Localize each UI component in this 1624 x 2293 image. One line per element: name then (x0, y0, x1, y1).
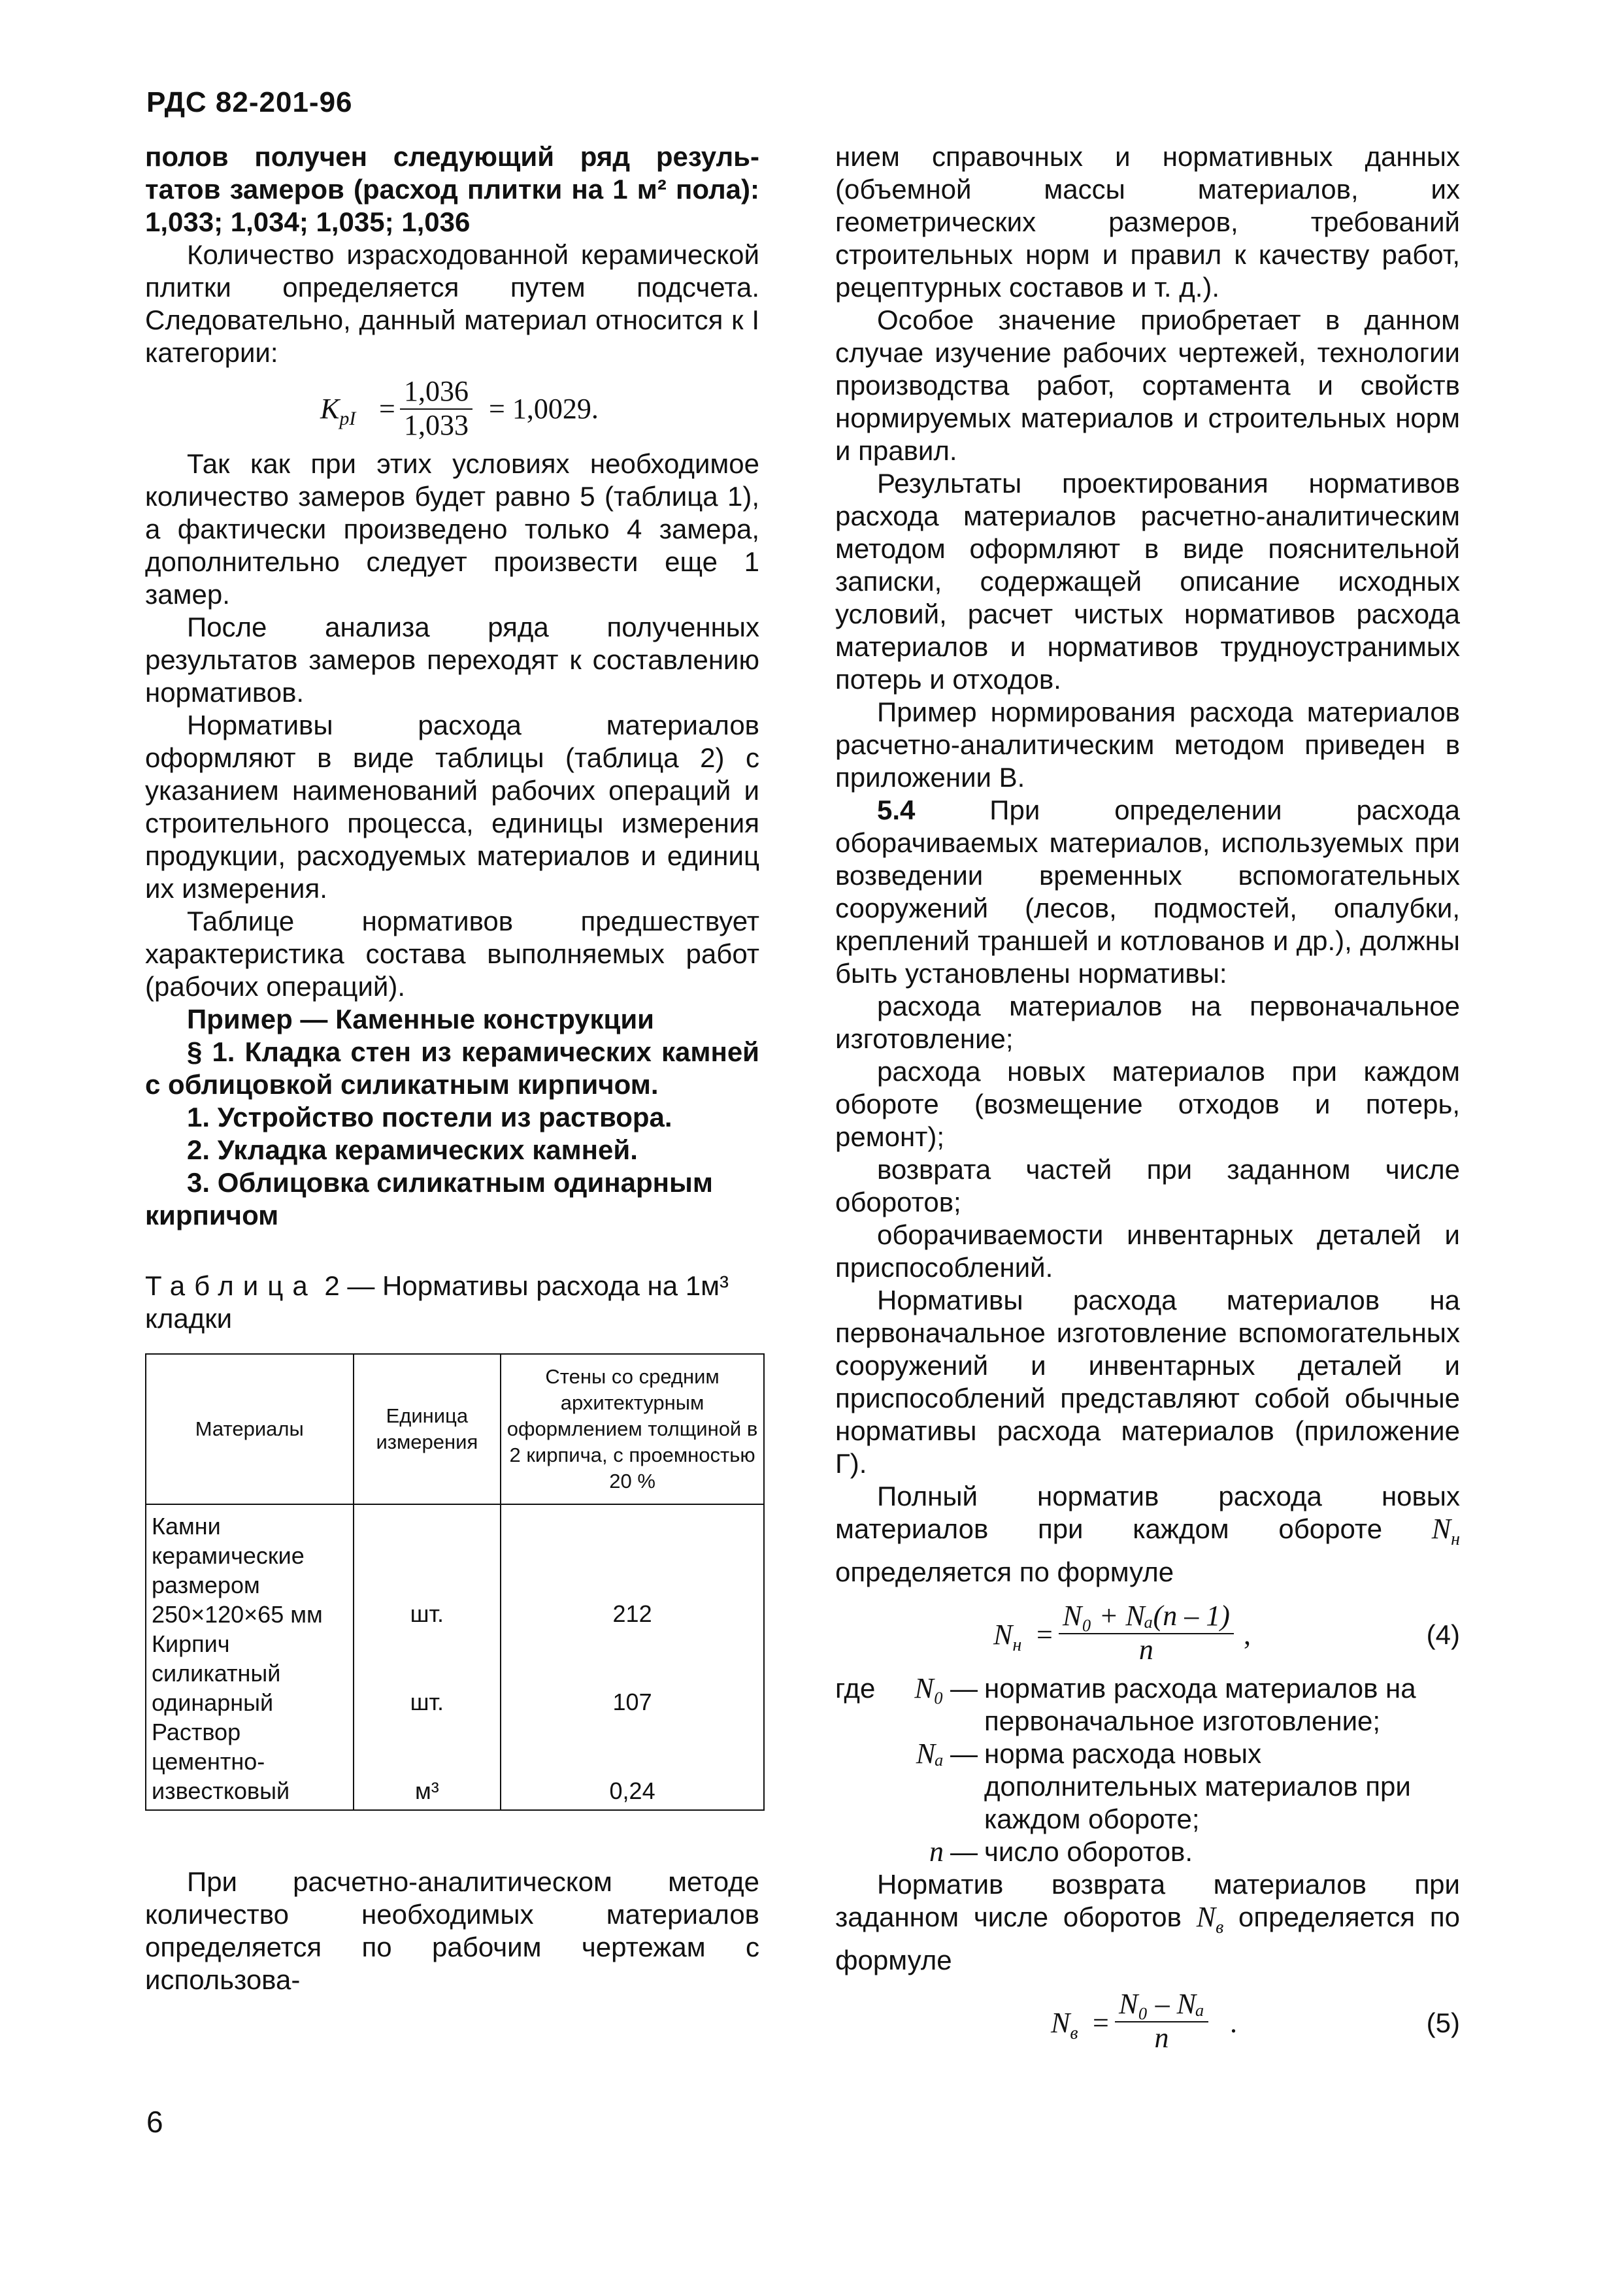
legend-text: число оборотов. (984, 1836, 1193, 1867)
measurement-count-paragraph: Так как при этих условиях необходимое количество замеров будет равно 5 (таблица 1), а фактически произведено только 4 замера, дополнительно следует произвести еще 1 замер. (145, 448, 759, 610)
table-row (146, 1717, 764, 1810)
table-caption-text: 2 — Нормативы расхода на 1м³ кладки (145, 1270, 729, 1334)
legend-dash: — (950, 1738, 978, 1769)
table-row (146, 1504, 764, 1629)
formula-kp1-eq: = (379, 393, 395, 425)
return-norm-text-end: определяется по формуле (835, 1901, 1460, 1975)
table-caption (145, 1270, 759, 1335)
calc-method-paragraph: При расчетно-аналитическом методе количество необходимых материалов определяется по рабочим чертежам с использова- (145, 1866, 759, 1995)
legend-dash: — (950, 1836, 978, 1867)
legend-symbol: Nₐ (916, 1737, 944, 1770)
formula-5-eq: = (1093, 2006, 1109, 2039)
norms-format-paragraph: Нормативы расхода материалов оформляют в виде таблицы (таблица 2) с указанием наименований рабочих операций и строительного процесса, единицы измерения продукции, расходуемых материалов и единиц их измерения. (145, 710, 759, 904)
example-step-2: 2. Укладка керамических камней. (187, 1134, 638, 1165)
formula-kp1-fraction (400, 376, 472, 441)
table-header-cell: Стены со средним архитектурным оформлением толщиной в 2 кирпича, с проемностью 20 % (501, 1354, 764, 1504)
left-column (145, 140, 759, 1996)
table-cell-material: Кирпич силикатный одинарный (146, 1629, 354, 1717)
formula-5-number: (5) (1426, 2007, 1460, 2038)
legend-dash: — (950, 1672, 978, 1704)
table-row (146, 1629, 764, 1717)
formula-5-denominator: n (1154, 2021, 1169, 2054)
formula-4-lhs: $N_н$ (993, 1618, 1022, 1655)
formula-4-denominator: n (1138, 1633, 1153, 1666)
clause-number: 5.4 (877, 795, 916, 825)
norm-list-item: оборачиваемости инвентарных деталей и приспособлений. (835, 1219, 1460, 1283)
analysis-paragraph: После анализа ряда полученных результатов замеров переходят к составлению нормативов. (145, 612, 759, 708)
initial-norms-paragraph: Нормативы расхода материалов на первоначальное изготовление вспомогательных сооружений и инвентарных деталей и приспособлений представляют собой обычные нормативы расхода материалов (приложение Г). (835, 1285, 1460, 1479)
table-cell-material: Камни керамические размером 250×120×65 мм (146, 1504, 354, 1629)
formula-kp1-result: = 1,0029. (489, 393, 599, 425)
formula-4-number: (4) (1426, 1619, 1460, 1650)
table-header-row (146, 1354, 764, 1504)
design-results-paragraph: Результаты проектирования нормативов расхода материалов расчетно-аналитическим методом оформляют в виде пояснительной записки, содержащей описание исходных условий, расчет чистых нормативов расхода материалов и нормативов трудноустранимых потерь и отходов. (835, 468, 1460, 695)
clause-text: При определении расхода оборачиваемых материалов, используемых при возведении временных вспомогательных сооружений (лесов, подмостей, опалубки, креплений траншей и котлованов и др.), должны быть установлены нормативы: (835, 795, 1460, 989)
results-paragraph: полов получен следующий ряд резуль-татов замеров (расход плитки на 1 м² пола): 1,033; 1,034; 1,035; 1,036 (145, 141, 759, 237)
norm-list-item: возврата частей при заданном числе оборотов; (835, 1154, 1460, 1217)
clause-5-4-paragraph (835, 794, 1460, 990)
table-caption-word: Таблица (145, 1270, 317, 1301)
formula-5-fraction (1115, 1988, 1208, 2054)
table-header-cell: Материалы (146, 1354, 354, 1504)
return-norm-text: Норматив возврата материалов при заданном числе оборотов (835, 1868, 1460, 1932)
example-title: Пример — Каменные конструкции (187, 1004, 655, 1034)
formula-5-numerator: N₀ – Nₐ (1115, 1988, 1208, 2022)
formula-kp1 (145, 369, 759, 448)
table-header-cell: Единица измерения (354, 1354, 501, 1504)
formula-4-numerator: N₀ + Nₐ(n – 1) (1059, 1600, 1234, 1634)
formula-legend (835, 1672, 1460, 1868)
formula-5-tail: . (1230, 2006, 1237, 2039)
formula-4-fraction (1059, 1600, 1234, 1666)
formula-4 (835, 1589, 1460, 1672)
table-cell-unit: м³ (354, 1717, 501, 1810)
full-norm-text-end: определяется по формуле (835, 1556, 1174, 1587)
document-code: РДС 82-201-96 (146, 86, 353, 118)
norms-table-preface-paragraph: Таблице нормативов предшествует характеристика состава выполняемых работ (рабочих операций). (145, 906, 759, 1002)
formula-kp1-lhs: $K_{pI}$ (320, 393, 356, 429)
tile-count-paragraph: Количество израсходованной керамической плитки определяется путем подсчета. Следовательно, данный материал относится к I категории: (145, 239, 759, 368)
table-cell-unit: шт. (354, 1629, 501, 1717)
return-norm-paragraph (835, 1868, 1460, 1977)
right-column (835, 140, 1460, 2060)
formula-4-tail: , (1244, 1618, 1251, 1651)
norm-list-item: расхода материалов на первоначальное изготовление; (835, 991, 1460, 1054)
table-cell-value: 107 (501, 1629, 764, 1717)
example-step-3: 3. Облицовка силикатным одинарным кирпичом (145, 1167, 713, 1230)
drawings-study-paragraph: Особое значение приобретает в данном случае изучение рабочих чертежей, технологии производства работ, сортамента и свойств нормируемых материалов и строительных норм и правил. (835, 305, 1460, 466)
norms-table (145, 1353, 765, 1811)
full-norm-paragraph (835, 1480, 1460, 1589)
table-cell-material: Раствор цементно-известковый (146, 1717, 354, 1810)
example-step-1: 1. Устройство постели из раствора. (187, 1102, 672, 1132)
table-cell-value: 0,24 (501, 1717, 764, 1810)
formula-4-eq: = (1036, 1618, 1053, 1651)
formula-kp1-denominator: 1,033 (404, 409, 469, 441)
reference-data-paragraph: нием справочных и нормативных данных (объемной массы материалов, их геометрических размеров, требований строительных норм и правил к качеству работ, рецептурных составов и т. д.). (835, 141, 1460, 303)
legend-symbol: N₀ (914, 1672, 944, 1704)
norm-list-item: расхода новых материалов при каждом обороте (возмещение отходов и потерь, ремонт); (835, 1056, 1460, 1152)
page-number: 6 (146, 2105, 163, 2139)
legend-where-word: где (835, 1672, 876, 1704)
return-norm-symbol: $N_в$ (1196, 1900, 1224, 1938)
formula-kp1-numerator: 1,036 (400, 376, 472, 410)
legend-text: норма расхода новых дополнительных материалов при каждом обороте; (984, 1738, 1411, 1834)
example-section: § 1. Кладка стен из керамических камней с облицовкой силикатным кирпичом. (145, 1036, 759, 1100)
full-norm-symbol: $N_н$ (1431, 1513, 1460, 1549)
legend-symbol: n (929, 1835, 944, 1868)
legend-text: норматив расхода материалов на первоначальное изготовление; (984, 1672, 1416, 1736)
table-cell-unit: шт. (354, 1504, 501, 1629)
table-cell-value: 212 (501, 1504, 764, 1629)
formula-5-lhs: $N_в$ (1051, 2006, 1078, 2043)
example-reference-paragraph: Пример нормирования расхода материалов расчетно-аналитическим методом приведен в приложении В. (835, 697, 1460, 793)
full-norm-text: Полный норматив расхода новых материалов при каждом обороте (835, 1481, 1460, 1544)
formula-5 (835, 1977, 1460, 2060)
